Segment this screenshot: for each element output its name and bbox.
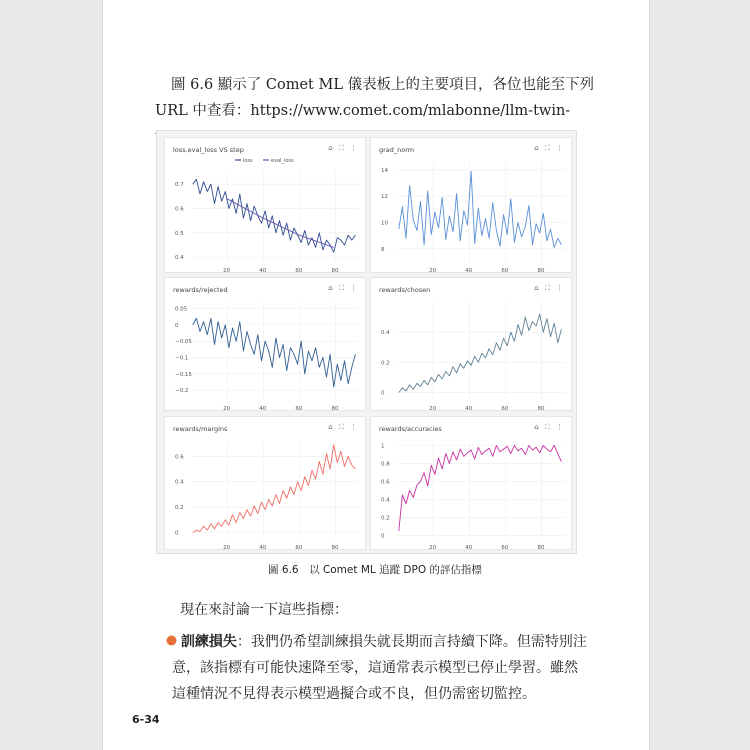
y-tick-label: 12: [381, 194, 388, 201]
loss-chart: [165, 154, 367, 274]
x-tick-label: 40: [259, 406, 267, 412]
y-tick-label: 0.4: [175, 255, 184, 262]
x-tick-label: 40: [465, 268, 473, 274]
panel-title: rewards/margins: [173, 425, 228, 433]
panel-title: grad_norm: [379, 146, 415, 154]
y-tick-label: 0.5: [175, 230, 184, 237]
x-tick-label: 80: [537, 268, 545, 274]
series-line: [193, 179, 356, 252]
x-tick-label: 20: [429, 545, 437, 551]
bullet-item-training-loss: [172, 629, 587, 707]
x-tick-label: 60: [501, 268, 509, 274]
series-line: [399, 446, 562, 531]
panel-loss: [164, 137, 366, 273]
x-tick-label: 40: [465, 406, 473, 412]
x-tick-label: 20: [223, 406, 231, 412]
x-tick-label: 20: [429, 406, 437, 412]
x-tick-label: 80: [331, 268, 339, 274]
y-tick-label: −0.1: [175, 355, 189, 362]
x-tick-label: 20: [223, 545, 231, 551]
panel-menu-icons[interactable]: ⌂ ⛶ ⋮: [534, 284, 565, 292]
x-tick-label: 60: [501, 406, 509, 412]
y-tick-label: 8: [381, 246, 385, 253]
panel-rewards-accuracies: [370, 416, 572, 550]
y-tick-label: 0.2: [175, 505, 184, 512]
y-tick-label: 0.2: [381, 515, 390, 522]
intro-line-2: URL 中查看：https://www.comet.com/mlabonne/llm-twin-: [155, 103, 571, 119]
legend-label: eval_loss: [271, 158, 294, 164]
panel-rewards-rejected: [164, 277, 366, 411]
rewards-chosen-chart: [371, 294, 573, 412]
page-number: 6-34: [132, 713, 160, 726]
y-tick-label: 10: [381, 220, 388, 227]
y-tick-label: −0.2: [175, 388, 189, 395]
x-tick-label: 80: [331, 545, 339, 551]
x-tick-label: 60: [295, 545, 303, 551]
y-tick-label: 0.4: [381, 330, 390, 337]
x-tick-label: 60: [295, 268, 303, 274]
x-tick-label: 80: [331, 406, 339, 412]
bullet-text: ：我們仍希望訓練損失就長期而言持續下降。但需特別注意，該指標有可能快速降至零，這通常表示模型已停止學習。雖然這種情況不見得表示模型過擬合或不良，但仍需密切監控。: [172, 634, 587, 702]
rewards-accuracies-chart: [371, 433, 573, 551]
panel-menu-icons[interactable]: ⌂ ⛶ ⋮: [534, 423, 565, 431]
panel-title: loss,eval_loss VS step: [173, 146, 244, 154]
x-tick-label: 20: [429, 268, 437, 274]
discussion-paragraph: 現在來討論一下這些指標：: [180, 602, 348, 618]
y-tick-label: 0.2: [381, 360, 390, 367]
series-line: [399, 171, 562, 247]
x-tick-label: 40: [259, 545, 267, 551]
panel-menu-icons[interactable]: ⌂ ⛶ ⋮: [328, 144, 359, 152]
y-tick-label: −0.05: [175, 339, 192, 346]
y-tick-label: 0.7: [175, 182, 184, 189]
series-line: [193, 445, 356, 533]
panel-menu-icons[interactable]: ⌂ ⛶ ⋮: [534, 144, 565, 152]
panel-title: rewards/chosen: [379, 286, 431, 294]
y-tick-label: 0: [381, 533, 385, 540]
figure-caption: 圖 6.6 以 Comet ML 追蹤 DPO 的評估指標: [268, 564, 482, 576]
y-tick-label: −0.15: [175, 371, 192, 378]
y-tick-label: 0: [381, 390, 385, 397]
y-tick-label: 0.6: [175, 206, 184, 213]
y-tick-label: 0.8: [381, 461, 390, 468]
y-tick-label: 0.4: [381, 497, 390, 504]
panel-menu-icons[interactable]: ⌂ ⛶ ⋮: [328, 423, 359, 431]
y-tick-label: 0.6: [381, 479, 390, 486]
panel-rewards-chosen: [370, 277, 572, 411]
panel-menu-icons[interactable]: ⌂ ⛶ ⋮: [328, 284, 359, 292]
y-tick-label: 0: [175, 530, 179, 537]
x-tick-label: 80: [537, 406, 545, 412]
panel-title: rewards/rejected: [173, 286, 228, 294]
panel-title: rewards/accuracies: [379, 425, 442, 433]
y-tick-label: 14: [381, 167, 388, 174]
legend-label: loss: [243, 158, 253, 164]
x-tick-label: 40: [465, 545, 473, 551]
rewards-rejected-chart: [165, 294, 367, 412]
panel-grad-norm: [370, 137, 572, 273]
y-tick-label: 0.4: [175, 479, 184, 486]
comet-dashboard-figure: [156, 130, 577, 554]
y-tick-label: 0: [175, 322, 179, 329]
panel-rewards-margins: [164, 416, 366, 550]
grad-norm-chart: [371, 154, 573, 274]
x-tick-label: 80: [537, 545, 545, 551]
rewards-margins-chart: [165, 433, 367, 551]
y-tick-label: 0.05: [175, 306, 188, 313]
series-line: [399, 314, 562, 392]
x-tick-label: 60: [295, 406, 303, 412]
x-tick-label: 60: [501, 545, 509, 551]
y-tick-label: 0.6: [175, 454, 184, 461]
x-tick-label: 20: [223, 268, 231, 274]
series-line: [193, 318, 356, 387]
intro-line-1: 圖 6.6 顯示了 Comet ML 儀表板上的主要項目，各位也能至下列: [171, 77, 595, 93]
x-tick-label: 40: [259, 268, 267, 274]
y-tick-label: 1: [381, 443, 385, 450]
bullet-term: 訓練損失: [180, 634, 237, 650]
